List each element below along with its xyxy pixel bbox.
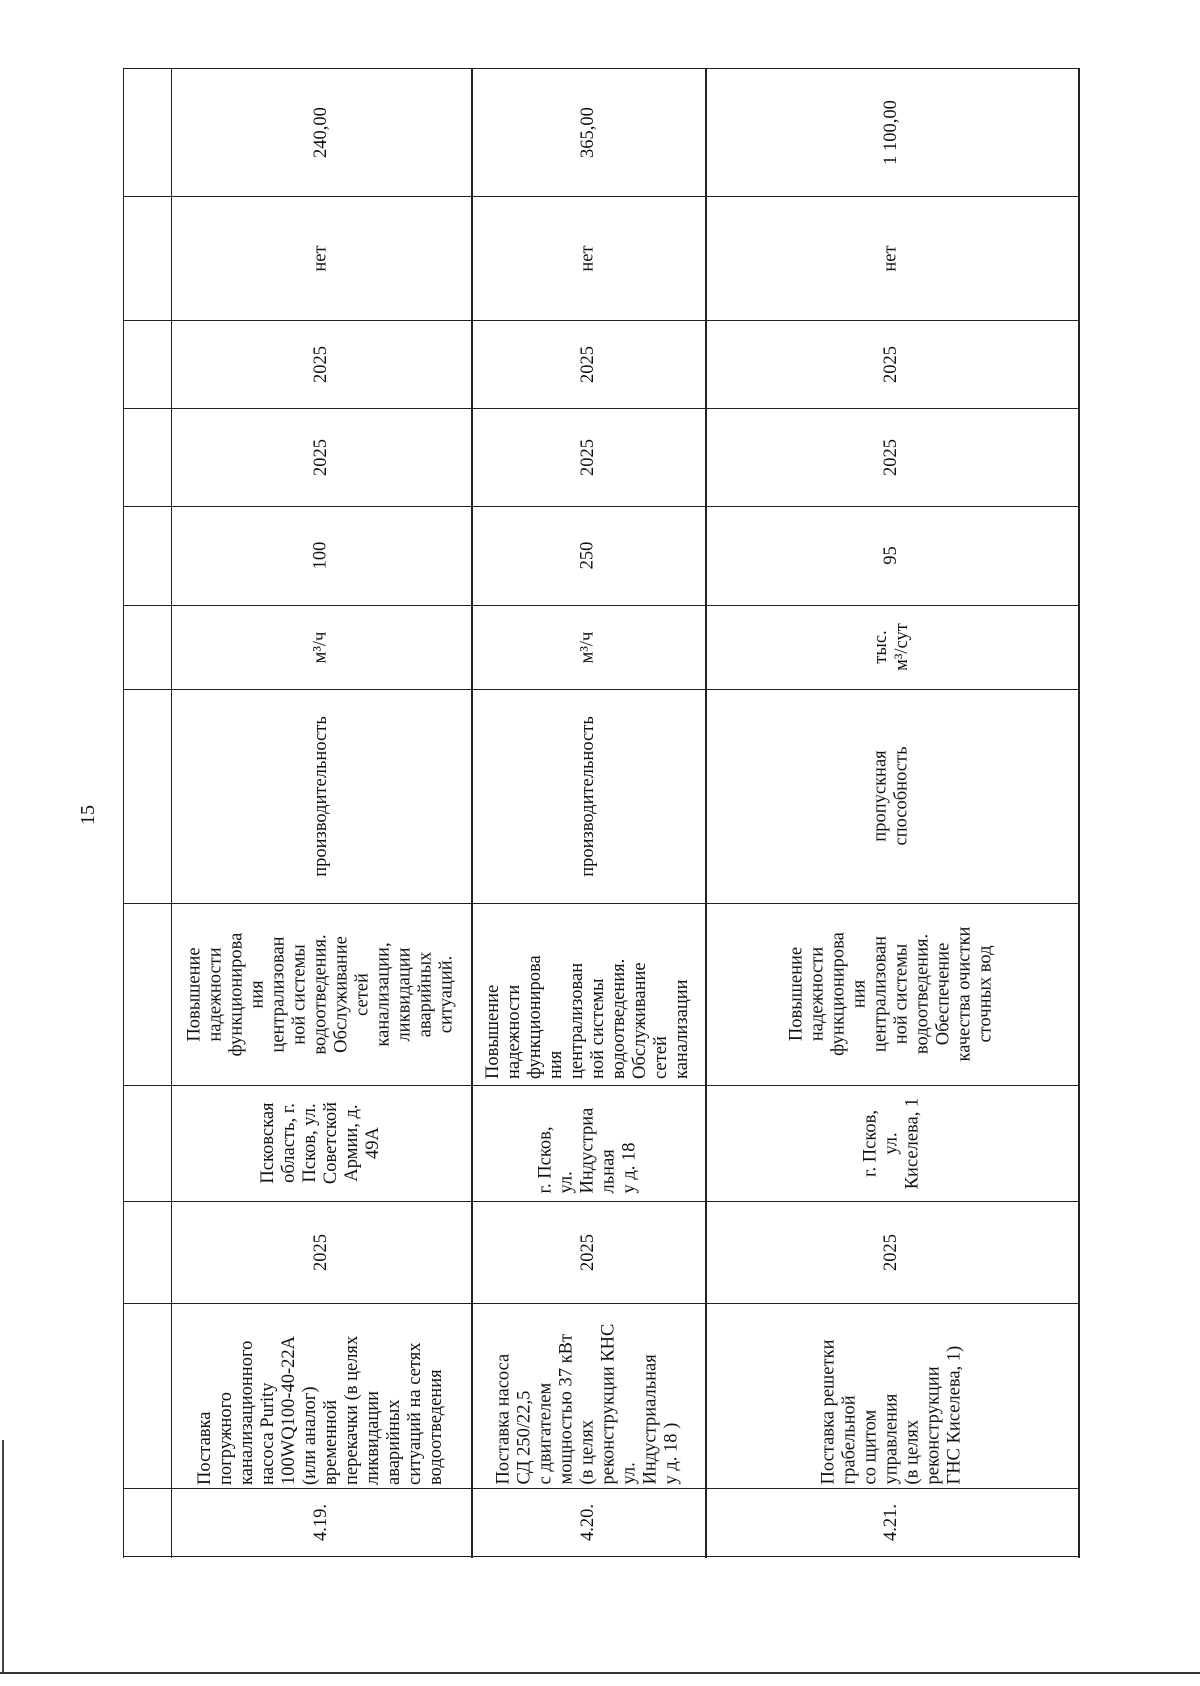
scan-binding-line	[0, 1672, 1200, 1674]
col-divider	[123, 196, 1079, 197]
row-4-21-cost: 1 100,00	[881, 99, 901, 165]
row-4-19-address: Псковская область, г. Псков, ул. Советской Армии, д. 49А	[258, 1101, 383, 1185]
row-4-20-extra: нет	[577, 244, 598, 272]
row-4-21-address: г. Псков, ул. Киселева, 1	[860, 1097, 922, 1189]
row-4-21-indicator: пропускная способность	[870, 746, 912, 846]
col-divider	[123, 1085, 1079, 1086]
row-4-19-end-year: 2025	[310, 345, 331, 383]
row-4-21-goal: Повышение надежности функционирова ния централизован ной системы водоотведения. Обеспечение качества очистки сточных вод	[786, 926, 996, 1062]
col-divider	[123, 1303, 1079, 1304]
row-4-20-cost: 365,00	[577, 106, 598, 158]
row-4-21-year: 2025	[881, 1233, 901, 1271]
row-4-21-name: Поставка решетки грабельной со щитом управления (в целях реконструкции ГНС Киселева, 1)	[818, 1339, 964, 1485]
page-number: 15	[77, 805, 99, 825]
col-divider	[123, 408, 1079, 409]
row-4-20-end-year: 2025	[577, 345, 598, 383]
row-4-20-value: 250	[577, 541, 598, 570]
row-4-19-name: Поставка погружного канализационного насоса Purity 100WQ100-40-22A (или аналог) временной перекачки (в целях ликвидации аварийных ситуаций на сетях водоотведения	[195, 1335, 446, 1485]
row-4-20-number: 4.20.	[577, 1503, 598, 1541]
col-divider	[123, 1201, 1079, 1202]
row-4-19-year: 2025	[310, 1233, 331, 1271]
col-divider	[123, 506, 1079, 507]
row-4-21-end-year: 2025	[881, 345, 901, 383]
row-4-21-extra: нет	[880, 244, 901, 272]
row-4-19-unit: м³/ч	[310, 631, 331, 663]
row-4-19-number: 4.19.	[310, 1503, 331, 1541]
row-4-21-number: 4.21.	[881, 1503, 901, 1541]
row-divider	[705, 68, 707, 1558]
row-4-19-indicator: производительность	[310, 715, 331, 877]
row-4-20-year: 2025	[577, 1233, 598, 1271]
row-4-20-indicator: производительность	[577, 715, 598, 877]
col-divider	[123, 320, 1079, 321]
row-4-20-goal: Повышение надежности функционирова ния централизован ной системы водоотведения. Обслуживание сетей канализации	[483, 955, 692, 1079]
row-4-19-goal: Повышение надежности функционирова ния централизован ной системы водоотведения. Обслуживание сетей канализации, ликвидации аварийных ситуаций.	[184, 932, 457, 1056]
row-4-19-value: 100	[310, 541, 331, 570]
scan-margin-line	[2, 1440, 4, 1672]
col-divider	[123, 689, 1079, 690]
col-divider	[123, 1488, 1079, 1489]
row-4-21-value: 95	[881, 546, 901, 565]
row-4-19-extra: нет	[310, 244, 331, 272]
table-border-top	[123, 68, 124, 1558]
row-divider	[471, 68, 473, 1558]
row-4-20-unit: м³/ч	[577, 631, 598, 663]
col-divider	[123, 605, 1079, 606]
row-4-20-name: Поставка насоса СД 250/22,5 с двигателем мощностью 37 кВт (в целях реконструкции КНС ул. Индустриальная у д. 18 )	[493, 1323, 682, 1485]
table-border-left	[123, 1556, 1079, 1557]
table-border-right	[123, 68, 1079, 69]
row-4-21-start-year: 2025	[881, 438, 901, 476]
investment-table	[123, 68, 1079, 1558]
table-border-bottom	[1078, 68, 1080, 1558]
col-divider	[123, 903, 1079, 904]
header-row-divider	[171, 68, 172, 1558]
row-4-19-cost: 240,00	[310, 106, 331, 158]
row-4-19-start-year: 2025	[310, 438, 331, 476]
row-4-20-address: г. Псков, ул. Индустриа льная у д. 18	[535, 1107, 640, 1193]
row-4-21-unit: тыс. м³/сут	[870, 623, 912, 671]
row-4-20-start-year: 2025	[577, 438, 598, 476]
